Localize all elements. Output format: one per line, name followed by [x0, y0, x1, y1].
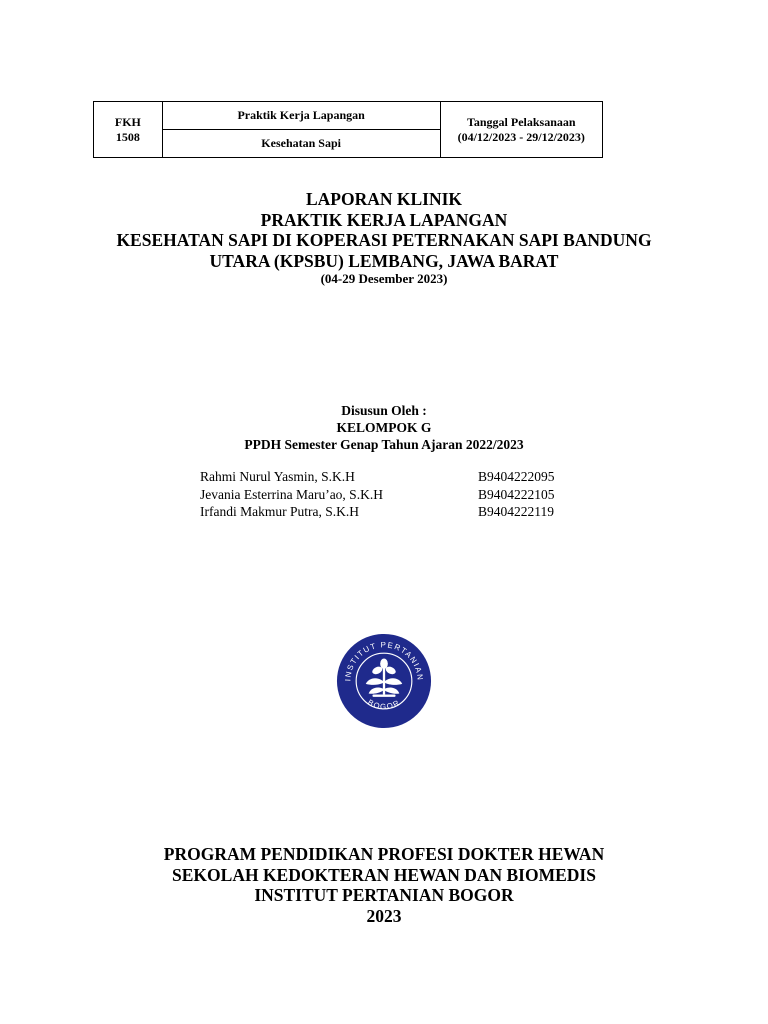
member-id: B9404222119: [478, 504, 555, 519]
list-item: [200, 503, 600, 521]
title-line-3: KESEHATAN SAPI DI KOPERASI PETERNAKAN SAPI BANDUNG: [116, 230, 652, 250]
title-line-4: UTARA (KPSBU) LEMBANG, JAWA BARAT: [209, 250, 559, 271]
date-label: Tanggal Pelaksanaan: [466, 114, 576, 129]
title-line-1: LAPORAN KLINIK: [305, 189, 463, 209]
subject-cell: [162, 130, 440, 158]
footer-line-3: INSTITUT PERTANIAN BOGOR: [254, 885, 514, 905]
date-range: (04/12/2023 - 29/12/2023): [457, 129, 585, 144]
prepared-by-label: Disusun Oleh :: [341, 403, 427, 418]
seal-ring-text-top: INSTITUT PERTANIAN: [343, 640, 425, 682]
institution-footer: [0, 844, 768, 926]
member-list: [200, 468, 600, 521]
member-name: Jevania Esterrina Maru’ao, S.K.H: [200, 486, 383, 502]
subject-name: Kesehatan Sapi: [261, 136, 341, 150]
course-code-line2: 1508: [115, 129, 140, 144]
list-item: [200, 486, 600, 504]
member-id: B9404222095: [478, 469, 555, 484]
report-title: [0, 189, 768, 287]
document-header-table: [93, 101, 603, 158]
member-name: Rahmi Nurul Yasmin, S.K.H: [200, 469, 355, 484]
title-line-2: PRAKTIK KERJA LAPANGAN: [260, 209, 508, 230]
list-item: [200, 468, 600, 486]
course-code-cell: [94, 102, 163, 158]
footer-line-1: PROGRAM PENDIDIKAN PROFESI DOKTER HEWAN: [163, 844, 605, 864]
seal-ring-text-bottom: BOGOR: [366, 697, 402, 712]
date-cell: [440, 102, 602, 158]
course-name-cell: [162, 102, 440, 130]
footer-line-2: SEKOLAH KEDOKTERAN HEWAN DAN BIOMEDIS: [172, 864, 596, 885]
ipb-university-seal-icon: [336, 633, 432, 729]
footer-year: 2023: [366, 905, 402, 926]
group-name: KELOMPOK G: [336, 420, 432, 435]
program-year: PPDH Semester Genap Tahun Ajaran 2022/2023: [244, 437, 524, 452]
course-code-line1: FKH: [114, 114, 141, 129]
member-name: Irfandi Makmur Putra, S.K.H: [200, 504, 359, 519]
title-dates: (04-29 Desember 2023): [320, 271, 448, 286]
course-name: Praktik Kerja Lapangan: [237, 108, 365, 122]
author-heading: [0, 402, 768, 453]
member-id: B9404222105: [478, 486, 555, 502]
